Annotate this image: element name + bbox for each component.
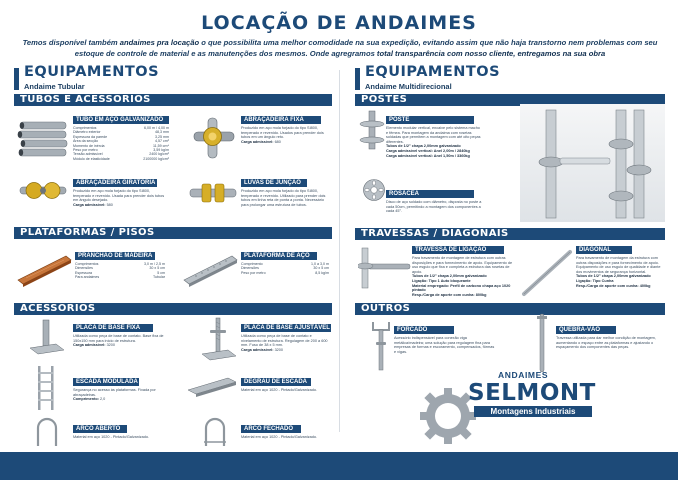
intro-bold-1: andaimes pra locação xyxy=(119,38,200,47)
abracadeira-fixa-image xyxy=(188,114,238,162)
right-subheading: Andaime Multidirecional xyxy=(365,82,452,91)
load-value: 580 xyxy=(106,202,113,207)
spec-value: 2100000 kg/cm² xyxy=(143,156,169,161)
spec-label: Dimensões xyxy=(75,266,93,271)
spec-value: 30 x 5 cm xyxy=(313,266,329,271)
poste-desc xyxy=(386,126,482,158)
spec-value: 11,59 cm⁴ xyxy=(152,143,169,148)
spec-line: Material empregado: Perfil de carbono chapa aço 1020 pintado xyxy=(412,283,511,293)
prancha-title: PRANCHÃO DE MADEIRA xyxy=(75,252,155,260)
spec-line: Carga admissível vertical: Anel 1,50m / 3360kg xyxy=(386,153,470,158)
spec-line: Tubos de 1/2" chapa 2,00mm galvanizado xyxy=(412,274,487,279)
tubo-title: TUBO EM AÇO GALVANIZADO xyxy=(73,116,169,124)
section-acessorios: ACESSÓRIOS xyxy=(14,303,332,315)
spec-line: Resp./Carga de aporte com cunha: 800kg xyxy=(412,292,487,297)
right-heading: EQUIPAMENTOS xyxy=(365,64,501,80)
spec-line: Tubos de 1/2" chapa 2,00mm galvanizado xyxy=(576,274,651,279)
placa-ajustavel-desc xyxy=(241,334,329,352)
left-heading-marker xyxy=(14,68,19,90)
load-value: 3200 xyxy=(274,347,284,352)
logo-tagline: Montagens Industriais xyxy=(474,406,592,417)
spec-value: 5 cm xyxy=(157,270,165,275)
spec-value: 3,59 kg/m xyxy=(153,148,169,153)
load-label: Carga admissível: xyxy=(73,202,106,207)
quebra-vao-title: QUEBRA-VÃO xyxy=(556,326,616,334)
diagonal-desc xyxy=(576,256,666,288)
spec-label: Comprimentos xyxy=(75,262,99,266)
quebra-vao-image xyxy=(530,312,554,374)
spec-value: 48,3 mm xyxy=(155,130,169,135)
left-heading: EQUIPAMENTOS xyxy=(24,64,160,80)
column-divider xyxy=(339,70,340,432)
desc-text: Produzido em aço mola forjado do tipo SI800, temperado e revenido. Usados para prender dois tubos em um ângulo reto. xyxy=(241,126,324,140)
spec-line: Carga admissível vertical: Anel 2,00m / 2840kg xyxy=(386,148,470,153)
spec-line: Tubos de 1/2" chapa 2,00mm galvanizado xyxy=(386,144,461,149)
poste-image xyxy=(358,110,386,150)
arco-aberto-desc: Material em aço 1020 - Pintado/Galvanizado. xyxy=(73,435,149,439)
spec-label: Dimensões xyxy=(241,266,259,271)
quebra-vao-desc: Travessa utilizada para dar melhor condição de montagem, aumentando o espaço entre as plataformas e ajustando o espaçamento dos componentes das peças. xyxy=(556,336,656,350)
spec-label: Comprimentos xyxy=(73,126,97,130)
desc-text: Segurança no acesso às plataformas. Fixada por abraçadeiras. xyxy=(73,388,156,397)
spec-line: Ligação: Tipo Cunha xyxy=(576,278,614,283)
escada-image xyxy=(34,364,58,412)
escada-desc xyxy=(73,388,165,402)
luvas-title: LUVAS DE JUNÇÃO xyxy=(241,179,307,187)
arco-aberto-title: ARCO ABERTO xyxy=(73,425,127,433)
spec-label: Peso por metro xyxy=(241,270,266,275)
intro-bold-2: total transparência com nosso cliente, entregamos na sua obra xyxy=(376,48,606,58)
section-tubos: TUBOS E ACESSÓRIOS xyxy=(14,94,332,106)
plataforma-aco-specs xyxy=(241,262,329,275)
arco-fechado-desc: Material em aço 1020 - Pintado/Galvanizado. xyxy=(241,435,317,439)
escada-title: ESCADA MODULADA xyxy=(73,378,139,386)
poste-title: POSTE xyxy=(386,116,474,124)
spec-value: 4,57 cm² xyxy=(155,139,169,144)
spec-line: Ligação: Tipo 1 Auto bloqueante xyxy=(412,278,471,283)
spec-label: Tensão admissível xyxy=(73,152,103,157)
arco-fechado-image xyxy=(200,412,230,448)
spec-label: Espessura da parede xyxy=(73,134,108,139)
section-travessas: TRAVESSAS / DIAGONAIS xyxy=(355,228,665,240)
placa-fixa-title: PLACA DE BASE FIXA xyxy=(73,324,153,332)
footer-band xyxy=(0,452,678,480)
right-heading-marker xyxy=(355,68,360,90)
poste-photo xyxy=(520,104,665,222)
diagonal-title: DIAGONAL xyxy=(576,246,632,254)
arco-aberto-image xyxy=(32,412,62,448)
spec-value: 6,00 m / 4,00 m xyxy=(144,126,169,130)
desc-text: Para travamento de montagem de estrutura com outras disposições e para fornecimento de apoio. Equipamento de uso esguio que fixa e completa a estrutura das rosetas de apoio. xyxy=(412,256,513,274)
abracadeira-fixa-desc xyxy=(241,126,329,144)
spec-label: Espessura xyxy=(75,270,92,275)
spec-line: Resp./Carga de aporte com cunha: 400kg xyxy=(576,283,651,288)
placa-ajustavel-title: PLACA DE BASE AJUSTÁVEL xyxy=(241,324,331,332)
load-label: Carga admissível: xyxy=(241,139,274,144)
desc-text: Produzido em aço mola forjado do tipo SI800, temperado e revenido. Usada para prender dois tubos em ângulo desejado. xyxy=(73,189,165,203)
intro-text-2: o que possibilita uma melhor comodidade na sua expedição, evitando assim que não haja transtorno nem problemas com seu estoque de controle de material e as manutenções dos mesmos. Onde agregramos xyxy=(74,38,658,58)
degrau-title: DEGRAU DE ESCADA xyxy=(241,378,311,386)
spec-value: Tubular xyxy=(152,275,165,280)
tubo-image xyxy=(16,112,70,164)
plataforma-aco-image xyxy=(182,250,238,288)
arco-fechado-title: ARCO FECHADO xyxy=(241,425,301,433)
abracadeira-giratoria-desc xyxy=(73,189,169,207)
logo-name: SELMONT xyxy=(468,380,596,406)
section-plataformas: PLATAFORMAS / PISOS xyxy=(14,227,332,239)
abracadeira-giratoria-image xyxy=(18,176,68,206)
section-postes: POSTES xyxy=(355,94,665,106)
load-value: 3200 xyxy=(106,343,116,348)
load-label: Carga admissível: xyxy=(241,347,274,352)
prancha-image xyxy=(16,250,72,288)
plataforma-spec-row xyxy=(241,271,329,275)
abracadeira-fixa-title: ABRAÇADEIRA FIXA xyxy=(241,116,321,124)
left-subheading: Andaime Tubular xyxy=(24,82,85,91)
degrau-desc: Material em aço 1020 - Pintado/Galvanizado. xyxy=(241,388,317,392)
spec-label: Para andaimes xyxy=(75,275,100,280)
travessa-title: TRAVESSA DE LIGAÇÃO xyxy=(412,246,504,254)
desc-text: Elemento modular vertical, encaixe pelo sistema macho e fêmea. Para montagem da andaima com rosetas soldadas que permitem a montagem com até oito peças diferentes. xyxy=(386,126,481,144)
desc-text: Utilizada como peça de base de contato e nivelamento de estrutura. Regulagem de 200 a 600 mm. Fuso de 38 x 5 mm. xyxy=(241,334,328,348)
degrau-image xyxy=(186,374,238,400)
spec-value: 8,5 kg/m xyxy=(315,270,329,275)
luvas-desc: Produzido em aço mola forjado do tipo SI800, temperado e revenido. Utilizado para prender dois tubos em linha reta de ponta a ponta. Necessário para prolongar uma estrutura de tubos. xyxy=(241,189,326,207)
desc-text: Utilizada como peça de base de contato. Base fixa de 150x150 mm para início de estrutura. xyxy=(73,334,164,343)
intro-text-1: Temos disponível também xyxy=(22,38,120,47)
load-label: Carga admissível: xyxy=(73,343,106,348)
load-value: 680 xyxy=(274,139,281,144)
spec-value: 2400 kg/cm² xyxy=(149,152,169,157)
rosacea-title: ROSÁCEA xyxy=(386,190,474,198)
placa-fixa-desc xyxy=(73,334,165,348)
spec-label: Momento de inércia xyxy=(73,143,105,148)
prancha-spec-row xyxy=(75,275,165,279)
spec-label: Módulo de elasticidade xyxy=(73,156,110,161)
rosacea-desc: Disco de aço soldado com diâmetro, disposta no poste a cada 50cm, permitindo a montagem dos componentes a cada 45°. xyxy=(386,200,482,214)
luvas-image xyxy=(188,176,238,210)
forcado-title: FORCADO xyxy=(394,326,454,334)
load-value: 2,0 xyxy=(100,397,106,402)
logo-top-text: ANDAIMES xyxy=(498,370,549,380)
desc-text: Para travamento de montagem da estrutura com outras disposições e para fornecimento de apoio. Equipamento de uso esguio de qualidade e diante dos movimentos de segurança horizontal. xyxy=(576,256,661,274)
spec-value: 1,0 a 3,0 m xyxy=(311,262,329,266)
spec-label: Área da secção xyxy=(73,139,98,144)
spec-value: 3,0 m / 2,5 m xyxy=(144,262,165,266)
diagonal-image xyxy=(520,248,574,298)
placa-ajustavel-image xyxy=(198,316,238,362)
spec-label: Peso por metro xyxy=(73,148,98,153)
tubo-spec-row xyxy=(73,157,169,161)
load-label: Comprimento: xyxy=(73,397,99,402)
page-title: LOCAÇÃO DE ANDAIMES xyxy=(201,12,477,34)
placa-fixa-image xyxy=(26,318,66,358)
spec-value: 3,25 mm xyxy=(155,134,169,139)
prancha-specs xyxy=(75,262,165,280)
travessa-image xyxy=(358,246,412,290)
forcado-desc: Acessório indispensável para conexão viga metálica/madeira; uma solução para regulagem fina para empresas de formas e escoramento, compensados, fôrmas e vigas. xyxy=(394,336,495,354)
plataforma-aco-title: PLATAFORMA DE AÇO xyxy=(241,252,317,260)
rosacea-image xyxy=(362,178,386,202)
tubo-specs xyxy=(73,126,169,161)
forcado-image xyxy=(370,320,392,372)
spec-value: 30 x 5 cm xyxy=(149,266,165,271)
travessa-desc xyxy=(412,256,514,297)
section-outros: OUTROS xyxy=(355,303,665,315)
spec-label: Comprimento xyxy=(241,262,263,266)
abracadeira-giratoria-title: ABRAÇADEIRA GIRATÓRIA xyxy=(73,179,157,187)
spec-label: Diâmetro exterior xyxy=(73,130,101,135)
intro-paragraph xyxy=(14,38,666,59)
